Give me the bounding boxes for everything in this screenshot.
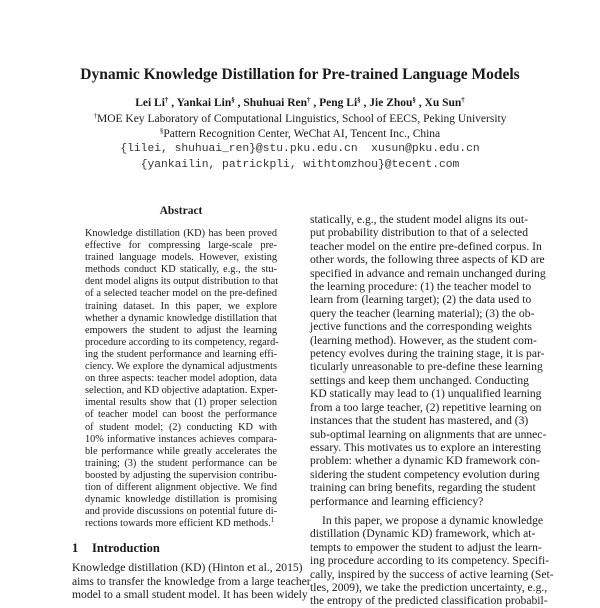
line-text: Knowledge distillation (KD) has been proved bbox=[85, 228, 277, 239]
text-line bbox=[72, 561, 303, 575]
line-text: distillation (Dynamic KD) framework, which at- bbox=[310, 527, 536, 541]
text-line bbox=[310, 374, 528, 387]
text-line bbox=[310, 427, 547, 441]
author-name: Xu Sun bbox=[424, 97, 462, 109]
text-line bbox=[85, 422, 277, 434]
text-line bbox=[310, 360, 543, 374]
line-text: (learning method). However, as the student com- bbox=[310, 333, 537, 347]
line-text: query the teacher (learning material); (3) the ob- bbox=[310, 306, 535, 320]
line-text: ing the student performance and learning effi- bbox=[85, 348, 277, 360]
line-text: of student model; (2) conducting KD with bbox=[85, 421, 277, 433]
line-text: effective for compressing large-scale pre- bbox=[85, 240, 277, 252]
text-line bbox=[85, 276, 277, 288]
author-name: Jie Zhou bbox=[369, 97, 413, 109]
text-line bbox=[85, 337, 277, 349]
author-list: Lei Li† , Yankai Lin§ , Shuhuai Ren† , Peng Li§ , Jie Zhou§ , Xu Sun† bbox=[135, 96, 465, 109]
line-text: performance and learning efficiency? bbox=[310, 494, 484, 508]
text-line bbox=[85, 349, 277, 361]
text-line bbox=[85, 494, 277, 506]
line-text: and provide discussions on potential future di- bbox=[85, 506, 277, 518]
author-name: Peng Li bbox=[319, 97, 358, 109]
line-text: whether a dynamic knowledge distillation that bbox=[85, 312, 277, 324]
line-text: ble performance while greatly accelerates the bbox=[85, 445, 277, 457]
text-line bbox=[85, 482, 277, 494]
section-title: Introduction bbox=[92, 541, 160, 555]
line-text: of teacher model can boost the performance bbox=[85, 409, 277, 421]
text-line bbox=[85, 397, 277, 409]
line-text: training can bring benefits, regarding the student bbox=[310, 481, 536, 495]
line-text: training dataset. In this paper, we explore bbox=[85, 300, 277, 312]
text-line bbox=[310, 266, 546, 280]
abstract-heading: Abstract bbox=[159, 205, 203, 217]
text-line bbox=[85, 228, 277, 240]
text-line bbox=[85, 301, 277, 313]
text-line bbox=[310, 467, 540, 481]
text-line bbox=[310, 226, 528, 239]
line-text: instances that the student has mastered, and (3) bbox=[310, 414, 529, 428]
text-line bbox=[85, 446, 277, 458]
line-text: rections towards more efficient KD methods. bbox=[85, 518, 271, 530]
text-line bbox=[72, 574, 311, 589]
line-text: tion of different alignment objective. We find bbox=[85, 481, 277, 493]
abstract-body bbox=[85, 228, 277, 530]
line-text: problem: whether a dynamic KD framework con- bbox=[310, 454, 540, 468]
line-text: tles, 2009), we take the prediction uncertainty, e.g., bbox=[310, 581, 548, 595]
line-text: dynamic knowledge distillation is promising bbox=[85, 494, 277, 506]
introduction-right-paragraph-2 bbox=[310, 514, 554, 608]
line-text: settings and keep them unchanged. Conducting bbox=[310, 373, 529, 387]
line-text: ing procedure according to its competency. Specifi- bbox=[310, 554, 550, 568]
text-line bbox=[310, 481, 536, 495]
line-text: statically, e.g., the student model aligns its out- bbox=[310, 213, 528, 226]
author-affiliation-mark: § bbox=[412, 96, 416, 104]
line-text: methods conduct KD statically, e.g., the stu- bbox=[85, 264, 277, 276]
text-line bbox=[310, 567, 554, 581]
email-line: {lilei, shuhuai_ren}@stu.pku.edu.cn xusun@pku.edu.cn bbox=[120, 143, 480, 155]
line-text: aims to transfer the knowledge from a large teacher bbox=[72, 574, 311, 588]
text-line bbox=[310, 347, 545, 361]
text-line bbox=[85, 518, 277, 530]
affiliation-text: MOE Key Laboratory of Computational Linguistics, School of EECS, Peking University bbox=[97, 113, 507, 125]
footnote-mark: 1 bbox=[270, 516, 275, 525]
text-line bbox=[310, 253, 545, 267]
text-line bbox=[85, 434, 277, 446]
text-line bbox=[310, 495, 528, 508]
line-text: essary. This motivates us to explore an interesting bbox=[310, 440, 541, 454]
text-line bbox=[85, 470, 277, 482]
affiliation-peking bbox=[0, 113, 600, 125]
line-text: empowers the student to adjust the learning bbox=[85, 324, 277, 336]
line-text: from a too large teacher, (2) repetitive learning on bbox=[310, 400, 542, 414]
text-line bbox=[310, 540, 542, 554]
line-text: training; (3) the student performance can be bbox=[85, 457, 277, 469]
text-line bbox=[310, 213, 528, 226]
text-line bbox=[85, 373, 277, 385]
text-line bbox=[310, 527, 536, 541]
affiliation-text: Pattern Recognition Center, WeChat AI, Tencent Inc., China bbox=[163, 128, 441, 140]
section-heading-introduction bbox=[72, 541, 160, 556]
author-name: Lei Li bbox=[135, 97, 165, 109]
paper-title: Dynamic Knowledge Distillation for Pre-trained Language Models bbox=[80, 66, 520, 83]
text-line bbox=[85, 385, 277, 397]
text-line bbox=[310, 280, 532, 294]
author-affiliation-mark: † bbox=[164, 96, 169, 104]
introduction-right-paragraph-1 bbox=[310, 213, 547, 508]
text-line bbox=[310, 239, 542, 253]
line-text: In this paper, we propose a dynamic knowledge bbox=[322, 514, 544, 527]
line-text: specified in advance and remain unchanged during bbox=[310, 266, 546, 280]
text-line bbox=[310, 440, 541, 454]
text-line bbox=[85, 361, 277, 373]
text-line bbox=[85, 264, 277, 276]
text-line bbox=[310, 554, 550, 568]
line-text: dent model aligns its output distribution to that bbox=[85, 276, 279, 288]
affiliation-mark: § bbox=[159, 127, 164, 135]
text-line bbox=[85, 458, 277, 470]
affiliation-mark: † bbox=[93, 112, 97, 120]
section-number: 1 bbox=[72, 541, 79, 555]
text-line bbox=[310, 414, 528, 427]
line-text: learn from (learning target); (2) the data used to bbox=[310, 293, 532, 307]
line-text: of a selected teacher model on the pre-defined bbox=[85, 288, 277, 300]
line-text: KD statically may lead to (1) unqualified learning bbox=[310, 387, 542, 401]
line-text: jective functions and the corresponding weights bbox=[310, 320, 532, 334]
text-line bbox=[310, 400, 542, 414]
text-line bbox=[310, 514, 544, 527]
text-line bbox=[310, 293, 532, 307]
line-text: sub-optimal learning on alignments that are unnec- bbox=[310, 427, 547, 441]
line-text: sidering the student competency evolution during bbox=[310, 467, 540, 481]
line-text: trained language models. However, existing bbox=[85, 252, 277, 264]
text-line bbox=[310, 306, 535, 320]
author-affiliation-mark: § bbox=[231, 96, 235, 104]
line-text: on three aspects: teacher model adoption, data bbox=[85, 373, 277, 385]
author-name: Shuhuai Ren bbox=[243, 97, 307, 109]
text-line bbox=[85, 240, 277, 252]
line-text: boosted by adjusting the supervision contribu- bbox=[85, 469, 277, 481]
email-line: {yankailin, patrickpli, withtomzhou}@tecent.com bbox=[140, 159, 460, 171]
author-affiliation-mark: § bbox=[357, 96, 361, 104]
text-line bbox=[85, 252, 277, 264]
introduction-left-column bbox=[72, 561, 311, 602]
line-text: imental results show that (1) proper selection bbox=[85, 397, 277, 409]
line-text: Knowledge distillation (KD) (Hinton et al., 2015) bbox=[72, 561, 303, 574]
line-text: other words, the following three aspects of KD are bbox=[310, 253, 545, 267]
line-text: model to a small student model. It has been widely bbox=[72, 588, 308, 602]
line-text: tempts to empower the student to adjust the learn- bbox=[310, 540, 542, 554]
text-line bbox=[85, 288, 277, 300]
text-line bbox=[85, 325, 277, 337]
line-text: the entropy of the predicted classification probabil- bbox=[310, 594, 548, 608]
line-text: ticularly unreasonable to pre-define these learning bbox=[310, 360, 543, 374]
text-line bbox=[85, 506, 277, 518]
text-line bbox=[310, 320, 532, 334]
text-line bbox=[85, 313, 277, 325]
author-name: Yankai Lin bbox=[176, 97, 232, 109]
text-line bbox=[310, 387, 542, 401]
author-affiliation-mark: † bbox=[307, 96, 311, 104]
line-text: 10% informative instances achieves compara- bbox=[85, 433, 277, 445]
text-line bbox=[310, 454, 540, 468]
line-text: teacher model on the entire pre-defined corpus. In bbox=[310, 239, 542, 253]
line-text: selection, and KD objective adaptation. Exper- bbox=[85, 385, 278, 397]
affiliation-wechat bbox=[0, 128, 600, 140]
text-line bbox=[310, 333, 537, 347]
line-text: put probability distribution to that of a selected bbox=[310, 226, 528, 240]
author-affiliation-mark: † bbox=[461, 96, 465, 104]
line-text: procedure according to its competency, regard- bbox=[85, 336, 279, 348]
line-text: cally, inspired by the success of active learning (Set- bbox=[310, 567, 554, 581]
text-line bbox=[310, 581, 548, 595]
text-line bbox=[310, 594, 548, 608]
text-line bbox=[85, 409, 277, 421]
line-text: ciency. We explore the dynamical adjustments bbox=[85, 361, 277, 373]
line-text: petency evolves during the training stage, it is par- bbox=[310, 347, 545, 361]
line-text: the learning procedure: (1) the teacher model to bbox=[310, 280, 532, 294]
